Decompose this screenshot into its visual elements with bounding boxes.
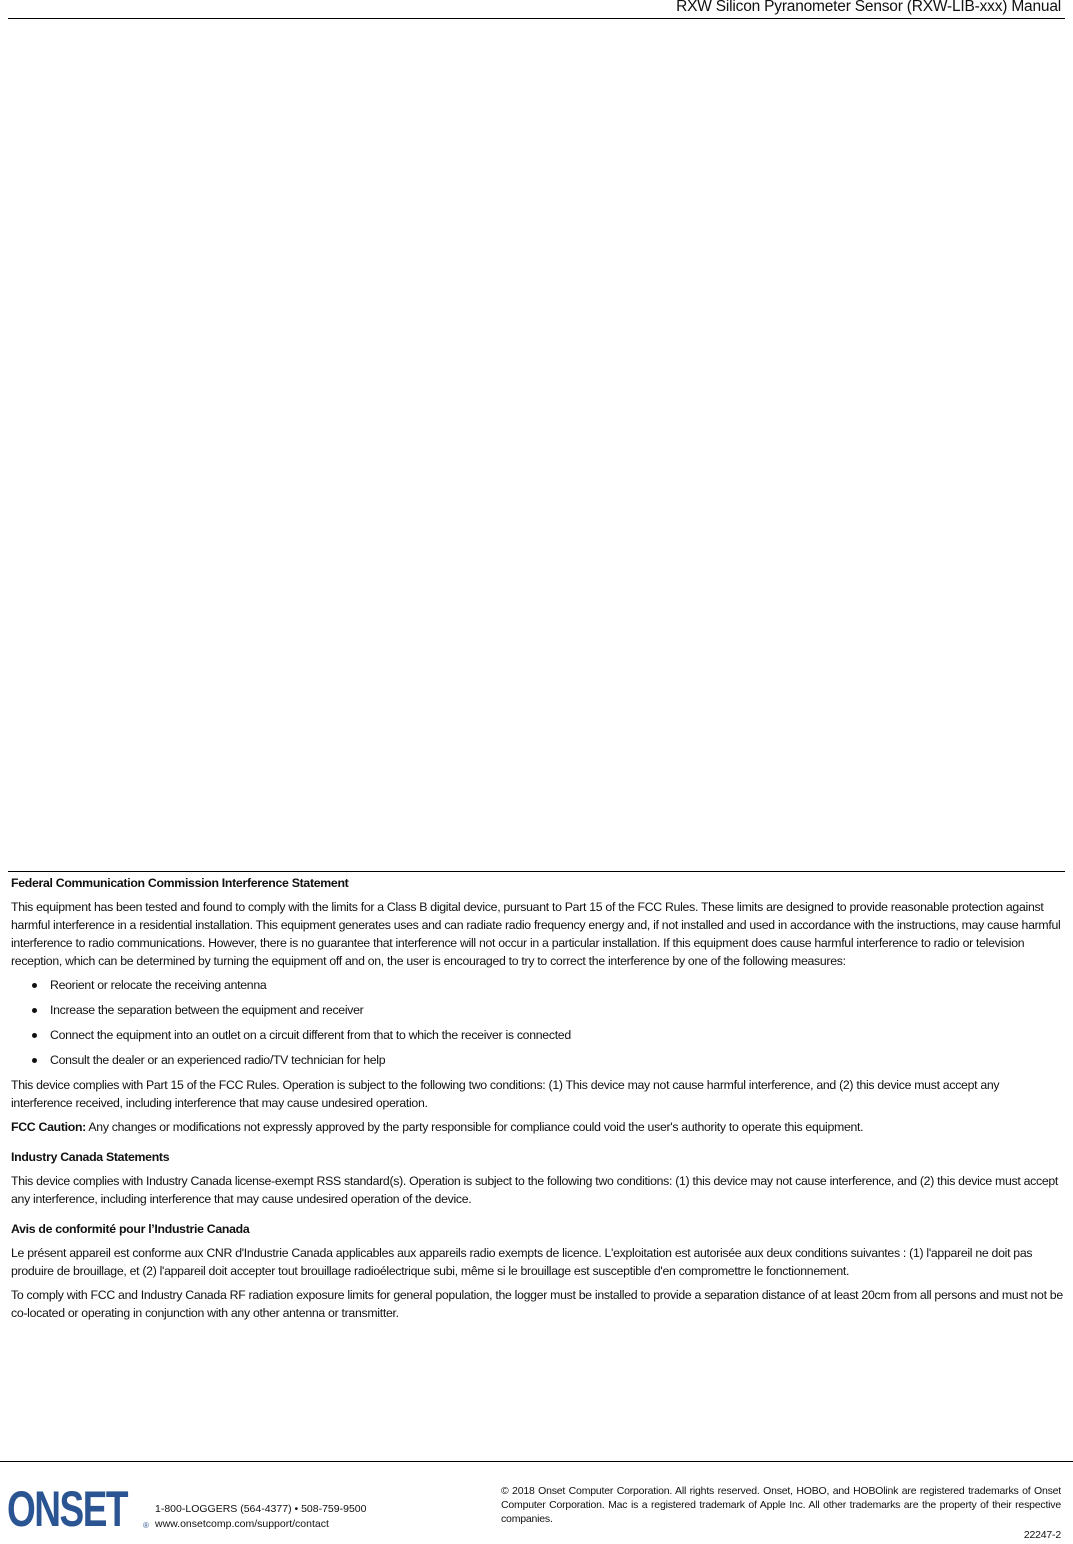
fcc-caution-text: Any changes or modifications not expressly approved by the party responsible for compliance could void the user's authority to operate this equipment. xyxy=(85,1120,864,1134)
fcc-heading: Federal Communication Commission Interference Statement xyxy=(11,876,349,890)
footer-contact xyxy=(155,1502,475,1532)
document-title: RXW Silicon Pyranometer Sensor (RXW-LIB-xxx) Manual xyxy=(676,0,1061,15)
registered-mark-icon: ® xyxy=(143,1521,149,1530)
list-item: Consult the dealer or an experienced radio/TV technician for help xyxy=(11,1051,1063,1069)
ic-heading: Industry Canada Statements xyxy=(11,1150,170,1164)
footer-rule xyxy=(0,1461,1073,1462)
fcc-compliance: This device complies with Part 15 of the FCC Rules. Operation is subject to the following two conditions: (1) This device may not cause harmful interference, and (2) this device must accept any interference received, including interference that may cause undesired operation. xyxy=(11,1078,1000,1110)
fcc-caution-label: FCC Caution: xyxy=(11,1120,86,1134)
fcc-measures-list xyxy=(11,976,1063,1069)
footer-phone: 1-800-LOGGERS (564-4377) • 508-759-9500 xyxy=(155,1503,367,1515)
onset-logo: ONSET xyxy=(7,1481,128,1537)
section-rule xyxy=(8,871,1065,872)
footer-legal xyxy=(501,1484,1061,1542)
footer-url[interactable]: www.onsetcomp.com/support/contact xyxy=(155,1518,329,1530)
compliance-section xyxy=(11,874,1063,1328)
header-rule xyxy=(8,18,1065,19)
list-item: Connect the equipment into an outlet on a circuit different from that to which the receiver is connected xyxy=(11,1026,1063,1044)
avis-text: Le présent appareil est conforme aux CNR d'Industrie Canada applicables aux appareils radio exempts de licence. L'exploitation est autorisée aux deux conditions suivantes : (1) l'appareil ne doit pas produire de brouillage, et (2) l'appareil doit accepter tout brouillage radioélectrique subi, même si le brouillage est susceptible d'en compromettre le fonctionnement. xyxy=(11,1246,1033,1278)
fcc-intro: This equipment has been tested and found to comply with the limits for a Class B digital device, pursuant to Part 15 of the FCC Rules. These limits are designed to provide reasonable protection against harmful interference in a residential installation. This equipment generates uses and can radiate radio frequency energy and, if not installed and used in accordance with the instructions, may cause harmful interference to radio communications. However, there is no guarantee that interference will not occur in a particular installation. If this equipment does cause harmful interference to radio or television reception, which can be determined by turning the equipment off and on, the user is encouraged to try to correct the interference by one of the following measures: xyxy=(11,900,1061,968)
footer-copyright: © 2018 Onset Computer Corporation. All rights reserved. Onset, HOBO, and HOBOlink are registered trademarks of Onset Computer Corporation. Mac is a registered trademark of Apple Inc. All other trademarks are the property of their respective companies. xyxy=(501,1485,1061,1525)
fcc-caution xyxy=(11,1118,1063,1136)
list-item: Reorient or relocate the receiving antenna xyxy=(11,976,1063,994)
document-number: 22247-2 xyxy=(1023,1529,1061,1541)
list-item: Increase the separation between the equipment and receiver xyxy=(11,1001,1063,1019)
avis-heading: Avis de conformité pour l’Industrie Canada xyxy=(11,1222,250,1236)
rf-exposure-text: To comply with FCC and Industry Canada RF radiation exposure limits for general population, the logger must be installed to provide a separation distance of at least 20cm from all persons and must not be co-located or operating in conjunction with any other antenna or transmitter. xyxy=(11,1288,1063,1320)
ic-text: This device complies with Industry Canada license-exempt RSS standard(s). Operation is subject to the following two conditions: (1) this device may not cause interference, and (2) this device must accept any interference, including interference that may cause undesired operation of the device. xyxy=(11,1174,1059,1206)
